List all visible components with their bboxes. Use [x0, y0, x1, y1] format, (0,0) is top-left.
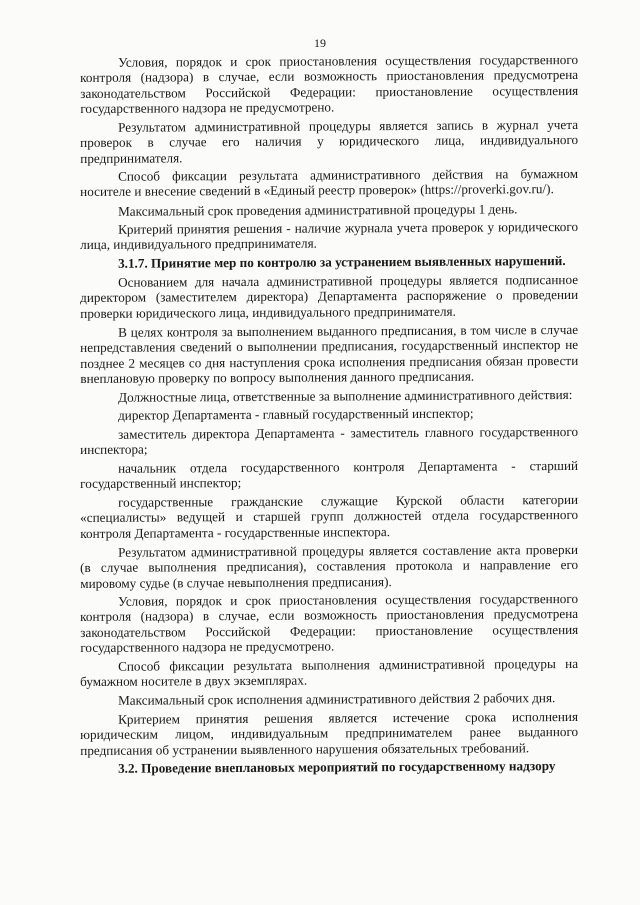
paragraph-control-purpose: В целях контроля за выполнением выданного предписания, в том числе в случае непредставления сведений о выполнении предписания, государственный инспектор не позднее 2 месяцев со дня наступления срока исполнения предписания обязан провести внеплановую проверку по вопросу выполнения данного предписания.: [80, 321, 579, 386]
paragraph-fixation-method-2: Способ фиксации результата выполнения административной процедуры на бумажном носителе в двух экземплярах.: [80, 656, 579, 690]
paragraph-responsible-officials: Должностные лица, ответственные за выполнение административного действия:: [117, 386, 573, 405]
paragraph-suspension-conditions-1: Условия, порядок и срок приостановления осуществления государственного контроля (надзора) в случае, если возможность приостановления предусмотрена законодательством Российской Федерации: приостановление осуществления государственного надзора не предусмотрено.: [80, 51, 579, 117]
paragraph-procedure-result-2: Результатом административной процедуры является составление акта проверки (в случае выполнения предписания), составления протокола и направление его мировому судье (в случае невыполнения предписания).: [80, 541, 579, 591]
paragraph-max-duration-1: Максимальный срок проведения административной процедуры 1 день.: [117, 200, 518, 219]
paragraph-suspension-conditions-2: Условия, порядок и срок приостановления осуществления государственного контроля (надзора) в случае, если возможность приостановления предусмотрена законодательством Российской Федерации: приостановление осуществления государственного надзора не предусмотрено.: [80, 591, 579, 656]
paragraph-fixation-method-1: Способ фиксации результата административного действия на бумажном носителе и внесение сведений в «Единый реестр проверок» (https://proverki.gov.ru/).: [80, 166, 579, 200]
paragraph-procedure-basis: Основанием для начала административной процедуры является подписанное директором (заместителем директора) Департамента распоряжение о проведении проверки юридического лица, индивидуального предпринимателя.: [80, 272, 579, 321]
section-heading-3-2: 3.2. Проведение внеплановых мероприятий по государственному надзору: [117, 758, 556, 777]
section-heading-3-1-7: 3.1.7. Принятие мер по контролю за устранением выявленных нарушений.: [117, 253, 566, 272]
list-item-civil-servants: государственные гражданские служащие Курской области категории «специалисты» ведущей и старшей групп должностей отдела государственного контроля Департамента - государственные инспектора.: [80, 492, 579, 541]
page-number: 19: [314, 36, 326, 50]
paragraph-max-duration-2: Максимальный срок исполнения административного действия 2 рабочих дня.: [117, 690, 556, 708]
paragraph-decision-criterion-2: Критерием принятия решения является истечение срока исполнения юридическим лицом, индивидуальным предпринимателем ранее выданного предписания об устранении выявленного нарушения обязательных требований.: [80, 708, 579, 758]
list-item-deputy-director: заместитель директора Департамента - заместитель главного государственного инспектора;: [80, 423, 579, 458]
document-body: [80, 51, 579, 780]
paragraph-procedure-result-1: Результатом административной процедуры является запись в журнал учета проверок в случае его наличия у юридического лица, индивидуального предпринимателя.: [80, 116, 579, 166]
list-item-department-head: начальник отдела государственного контроля Департамента - старший государственный инспектор;: [80, 457, 579, 492]
paragraph-decision-criterion-1: Критерий принятия решения - наличие журнала учета проверок у юридического лица, индивидуального предпринимателя.: [80, 219, 579, 253]
list-item-director: директор Департамента - главный государственный инспектор;: [117, 405, 474, 423]
